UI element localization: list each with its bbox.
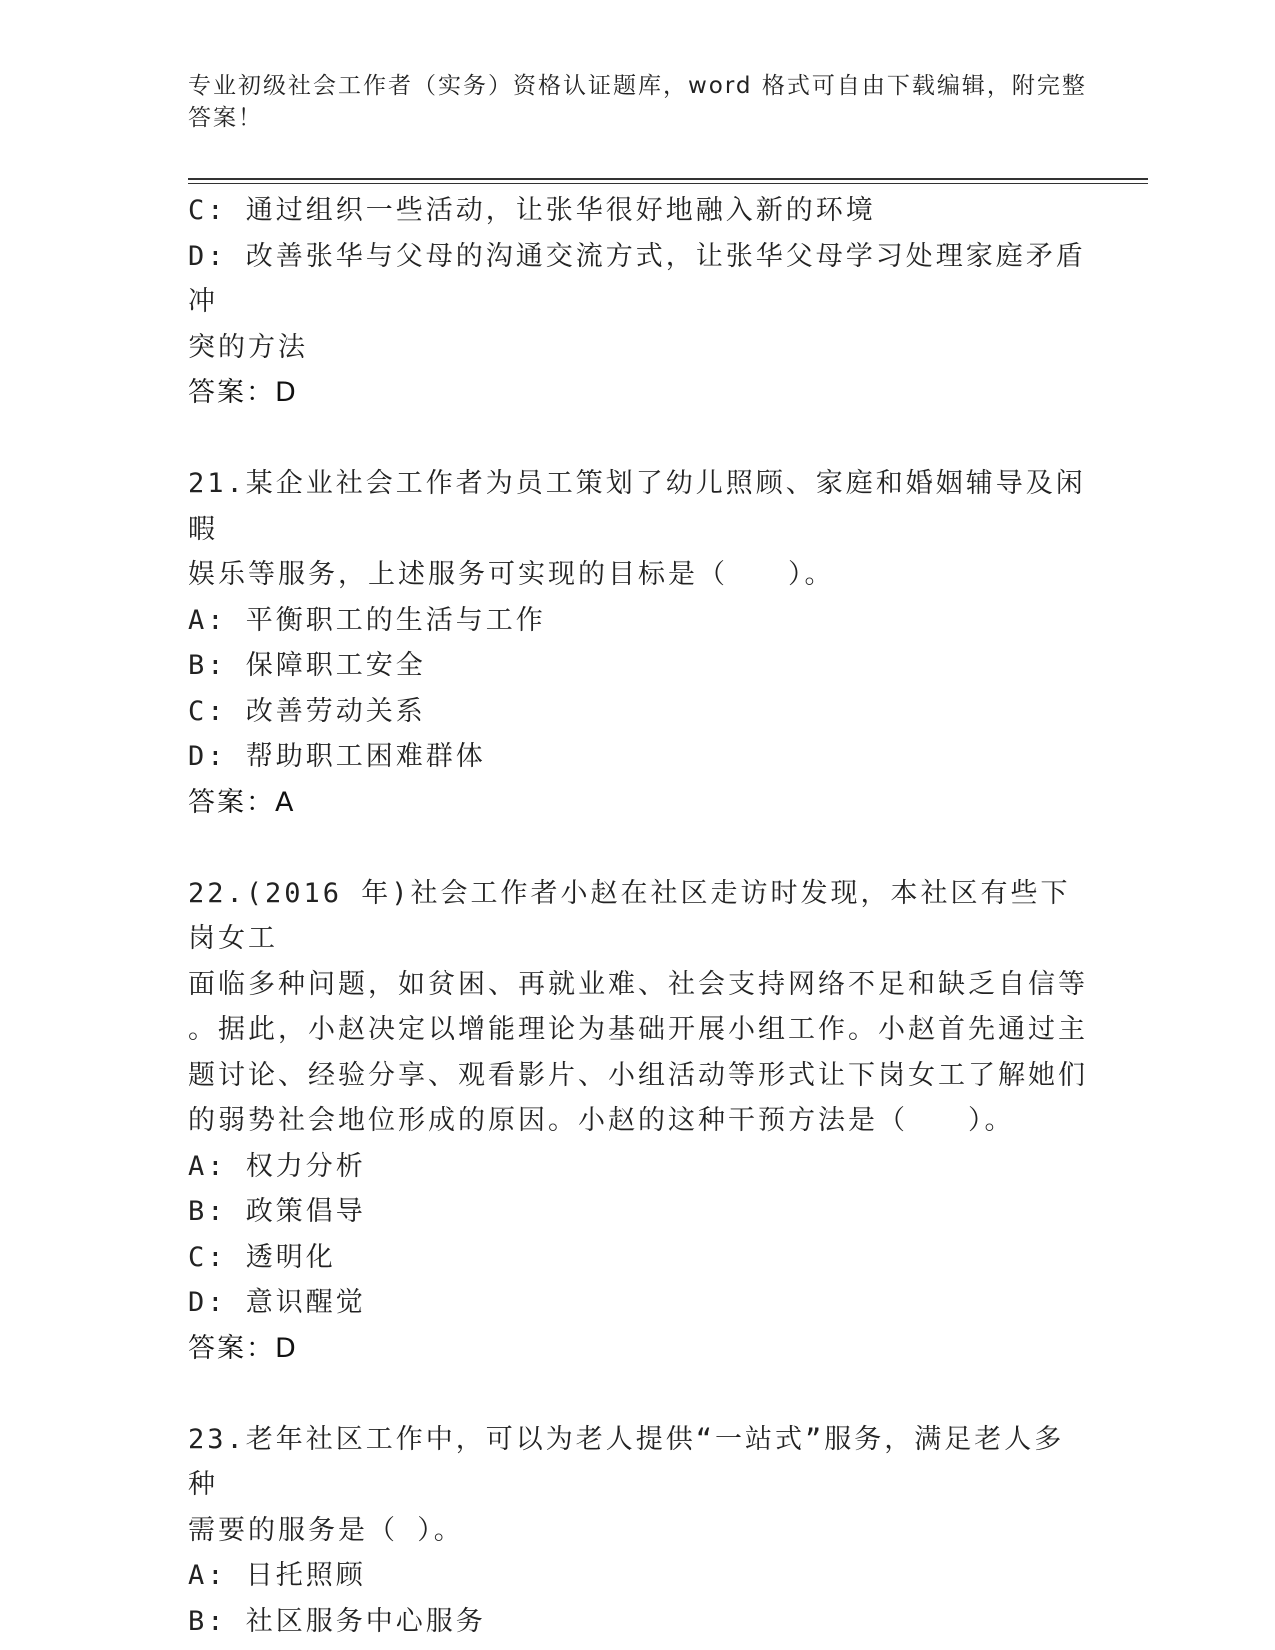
question-20-tail (188, 188, 1088, 416)
question-stem-continued: 面临多种问题，如贫困、再就业难、社会支持网络不足和缺乏自信等 (188, 968, 1088, 1000)
question-stem-continued: 娱乐等服务，上述服务可实现的目标是（ ）。 (188, 559, 835, 590)
option-a: A: 权力分析 (188, 1150, 366, 1182)
page-header (188, 70, 1088, 134)
spacer (188, 825, 1088, 871)
spacer (188, 1371, 1088, 1417)
option-d-continued: 突的方法 (188, 331, 308, 363)
question-stem-continued: 的弱势社会地位形成的原因。小赵的这种干预方法是（ ）。 (188, 1105, 1015, 1136)
option-b: B: 政策倡导 (188, 1196, 366, 1227)
answer: 答案：A (188, 786, 296, 818)
option-d: D: 帮助职工困难群体 (188, 741, 486, 772)
header-divider-thin (188, 183, 1148, 184)
header-line-2: 答案！ (188, 105, 263, 131)
option-a: A: 日托照顾 (188, 1560, 366, 1591)
option-b: B: 保障职工安全 (188, 650, 426, 681)
question-stem: 21.某企业社会工作者为员工策划了幼儿照顾、家庭和婚姻辅导及闲暇 (188, 468, 1086, 545)
question-stem-continued: 题讨论、经验分享、观看影片、小组活动等形式让下岗女工了解她们 (188, 1059, 1088, 1091)
option-c: C: 透明化 (188, 1241, 336, 1273)
question-content (188, 188, 1088, 1644)
question-22 (188, 871, 1088, 1372)
answer: 答案：D (188, 1332, 298, 1364)
spacer (188, 416, 1088, 462)
question-stem-continued: 。据此，小赵决定以增能理论为基础开展小组工作。小赵首先通过主 (188, 1014, 1088, 1045)
option-a: A: 平衡职工的生活与工作 (188, 604, 546, 636)
option-d: D: 改善张华与父母的沟通交流方式，让张华父母学习处理家庭矛盾冲 (188, 240, 1086, 317)
header-divider-thick (188, 178, 1148, 180)
question-23 (188, 1417, 1088, 1645)
option-c: C: 改善劳动关系 (188, 695, 426, 727)
question-21 (188, 461, 1088, 825)
option-d: D: 意识醒觉 (188, 1287, 366, 1318)
question-stem: 23.老年社区工作中，可以为老人提供“一站式”服务，满足老人多种 (188, 1423, 1065, 1500)
question-stem-continued: 需要的服务是（ ）。 (188, 1514, 464, 1546)
header-line-1: 专业初级社会工作者（实务）资格认证题库，word 格式可自由下载编辑，附完整 (188, 73, 1087, 99)
option-b: B: 社区服务中心服务 (188, 1605, 486, 1637)
question-stem: 22.(2016 年)社会工作者小赵在社区走访时发现，本社区有些下岗女工 (188, 877, 1071, 954)
option-c: C: 通过组织一些活动，让张华很好地融入新的环境 (188, 195, 876, 226)
answer: 答案：D (188, 377, 298, 408)
